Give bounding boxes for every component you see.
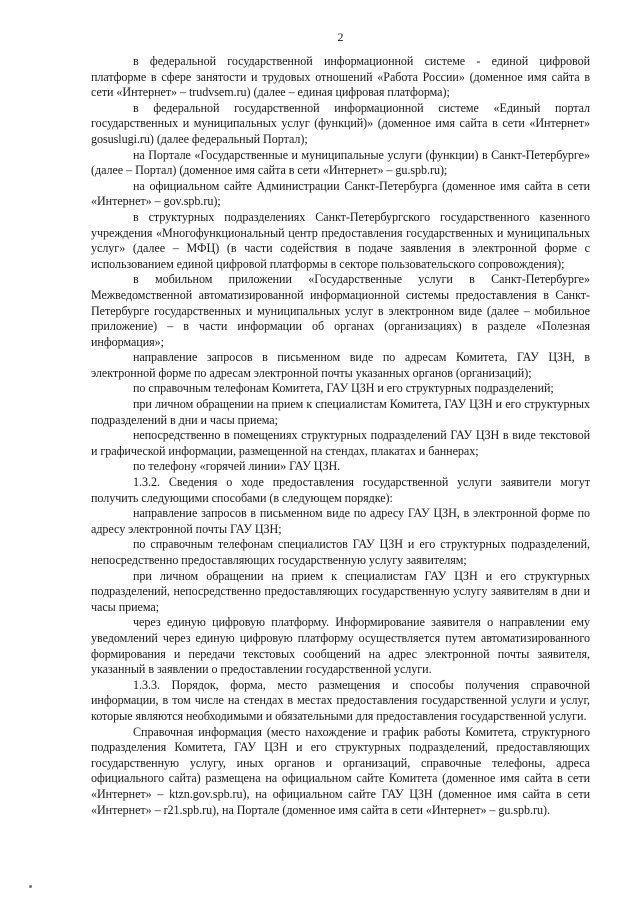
- paragraph: 1.3.3. Порядок, форма, место размещения и способы получения справочной информации, в том числе на стендах в местах предоставления государственной услуги и услуг, которые являются необходимыми и обязательными для предоставления государственной услуги.: [91, 677, 590, 723]
- paragraph: в мобильном приложении «Государственные услуги в Санкт-Петербурге» Межведомственной автоматизированной информационной системы предоставления в Санкт-Петербурге государственных и муниципальных услуг в электронном виде (далее – мобильное приложение) – в части информации об органах (организациях) в разделе «Полезная информация»;: [91, 272, 590, 349]
- paragraph: в федеральной государственной информационной системе - единой цифровой платформе в сфере занятости и трудовых отношений «Работа России» (доменное имя сайта в сети «Интернет» – trudvsem.ru) (далее – единая цифровая платформа);: [91, 54, 590, 100]
- paragraph: по справочным телефонам специалистов ГАУ ЦЗН и его структурных подразделений, непосредственно предоставляющих государственную услугу заявителям;: [91, 537, 590, 567]
- scan-artifact: [29, 885, 32, 888]
- paragraph: в структурных подразделениях Санкт-Петербургского государственного казенного учреждения «Многофункциональный центр предоставления государственных и муниципальных услуг» (далее – МФЦ) (в части содействия в подаче заявления в электронной форме с использованием единой цифровой платформы в секторе пользовательского сопровождения);: [91, 209, 590, 271]
- paragraph: при личном обращении на прием к специалистам Комитета, ГАУ ЦЗН и его структурных подразделений в дни и часы приема;: [91, 397, 590, 427]
- page-number: 2: [337, 30, 344, 44]
- paragraph: 1.3.2. Сведения о ходе предоставления государственной услуги заявители могут получить следующими способами (в следующем порядке):: [91, 475, 590, 505]
- paragraph: на официальном сайте Администрации Санкт-Петербурга (доменное имя сайта в сети «Интернет» – gov.spb.ru);: [91, 178, 590, 209]
- paragraph: непосредственно в помещениях структурных подразделений ГАУ ЦЗН в виде текстовой и графической информации, размещенной на стендах, плакатах и баннерах;: [91, 428, 590, 458]
- paragraph: по справочным телефонам Комитета, ГАУ ЦЗН и его структурных подразделений;: [133, 381, 554, 396]
- paragraph: по телефону «горячей линии» ГАУ ЦЗН.: [133, 459, 341, 474]
- paragraph: при личном обращении на прием к специалистам ГАУ ЦЗН и его структурных подразделений, непосредственно предоставляющих государственную услугу заявителям в дни и часы приема;: [91, 568, 590, 614]
- paragraph: на Портале «Государственные и муниципальные услуги (функции) в Санкт-Петербурге» (далее – Портал) (доменное имя сайта в сети «Интернет» – gu.spb.ru);: [91, 147, 590, 178]
- paragraph: через единую цифровую платформу. Информирование заявителя о направлении ему уведомлений через единую цифровую платформу осуществляется путем автоматизированного формирования и передачи текстовых сообщений на адрес электронной почты заявителя, указанный в заявлении о предоставлении государственной услуги.: [91, 615, 590, 677]
- paragraph: в федеральной государственной информационной системе «Единый портал государственных и муниципальных услуг (функций)» (доменное имя сайта в сети «Интернет» gosuslugi.ru) (далее федеральный Портал);: [91, 100, 590, 146]
- document-body: [91, 54, 590, 818]
- paragraph: направление запросов в письменном виде по адресу ГАУ ЦЗН, в электронной форме по адресу электронной почты ГАУ ЦЗН;: [91, 506, 590, 536]
- paragraph: Справочная информация (место нахождение и график работы Комитета, структурного подразделения Комитета, ГАУ ЦЗН и его структурных подразделений, предоставляющих государственную услугу, иных органов и организаций, справочные телефоны, адреса официального сайта) размещена на официальном сайте Комитета (доменное имя сайта в сети «Интернет» – ktzn.gov.spb.ru), на официальном сайте ГАУ ЦЗН (доменное имя сайта в сети «Интернет» – r21.spb.ru), на Портале (доменное имя сайта в сети «Интернет» – gu.spb.ru).: [91, 724, 590, 817]
- paragraph: направление запросов в письменном виде по адресам Комитета, ГАУ ЦЗН, в электронной форме по адресам электронной почты указанных органов (организаций);: [91, 350, 590, 380]
